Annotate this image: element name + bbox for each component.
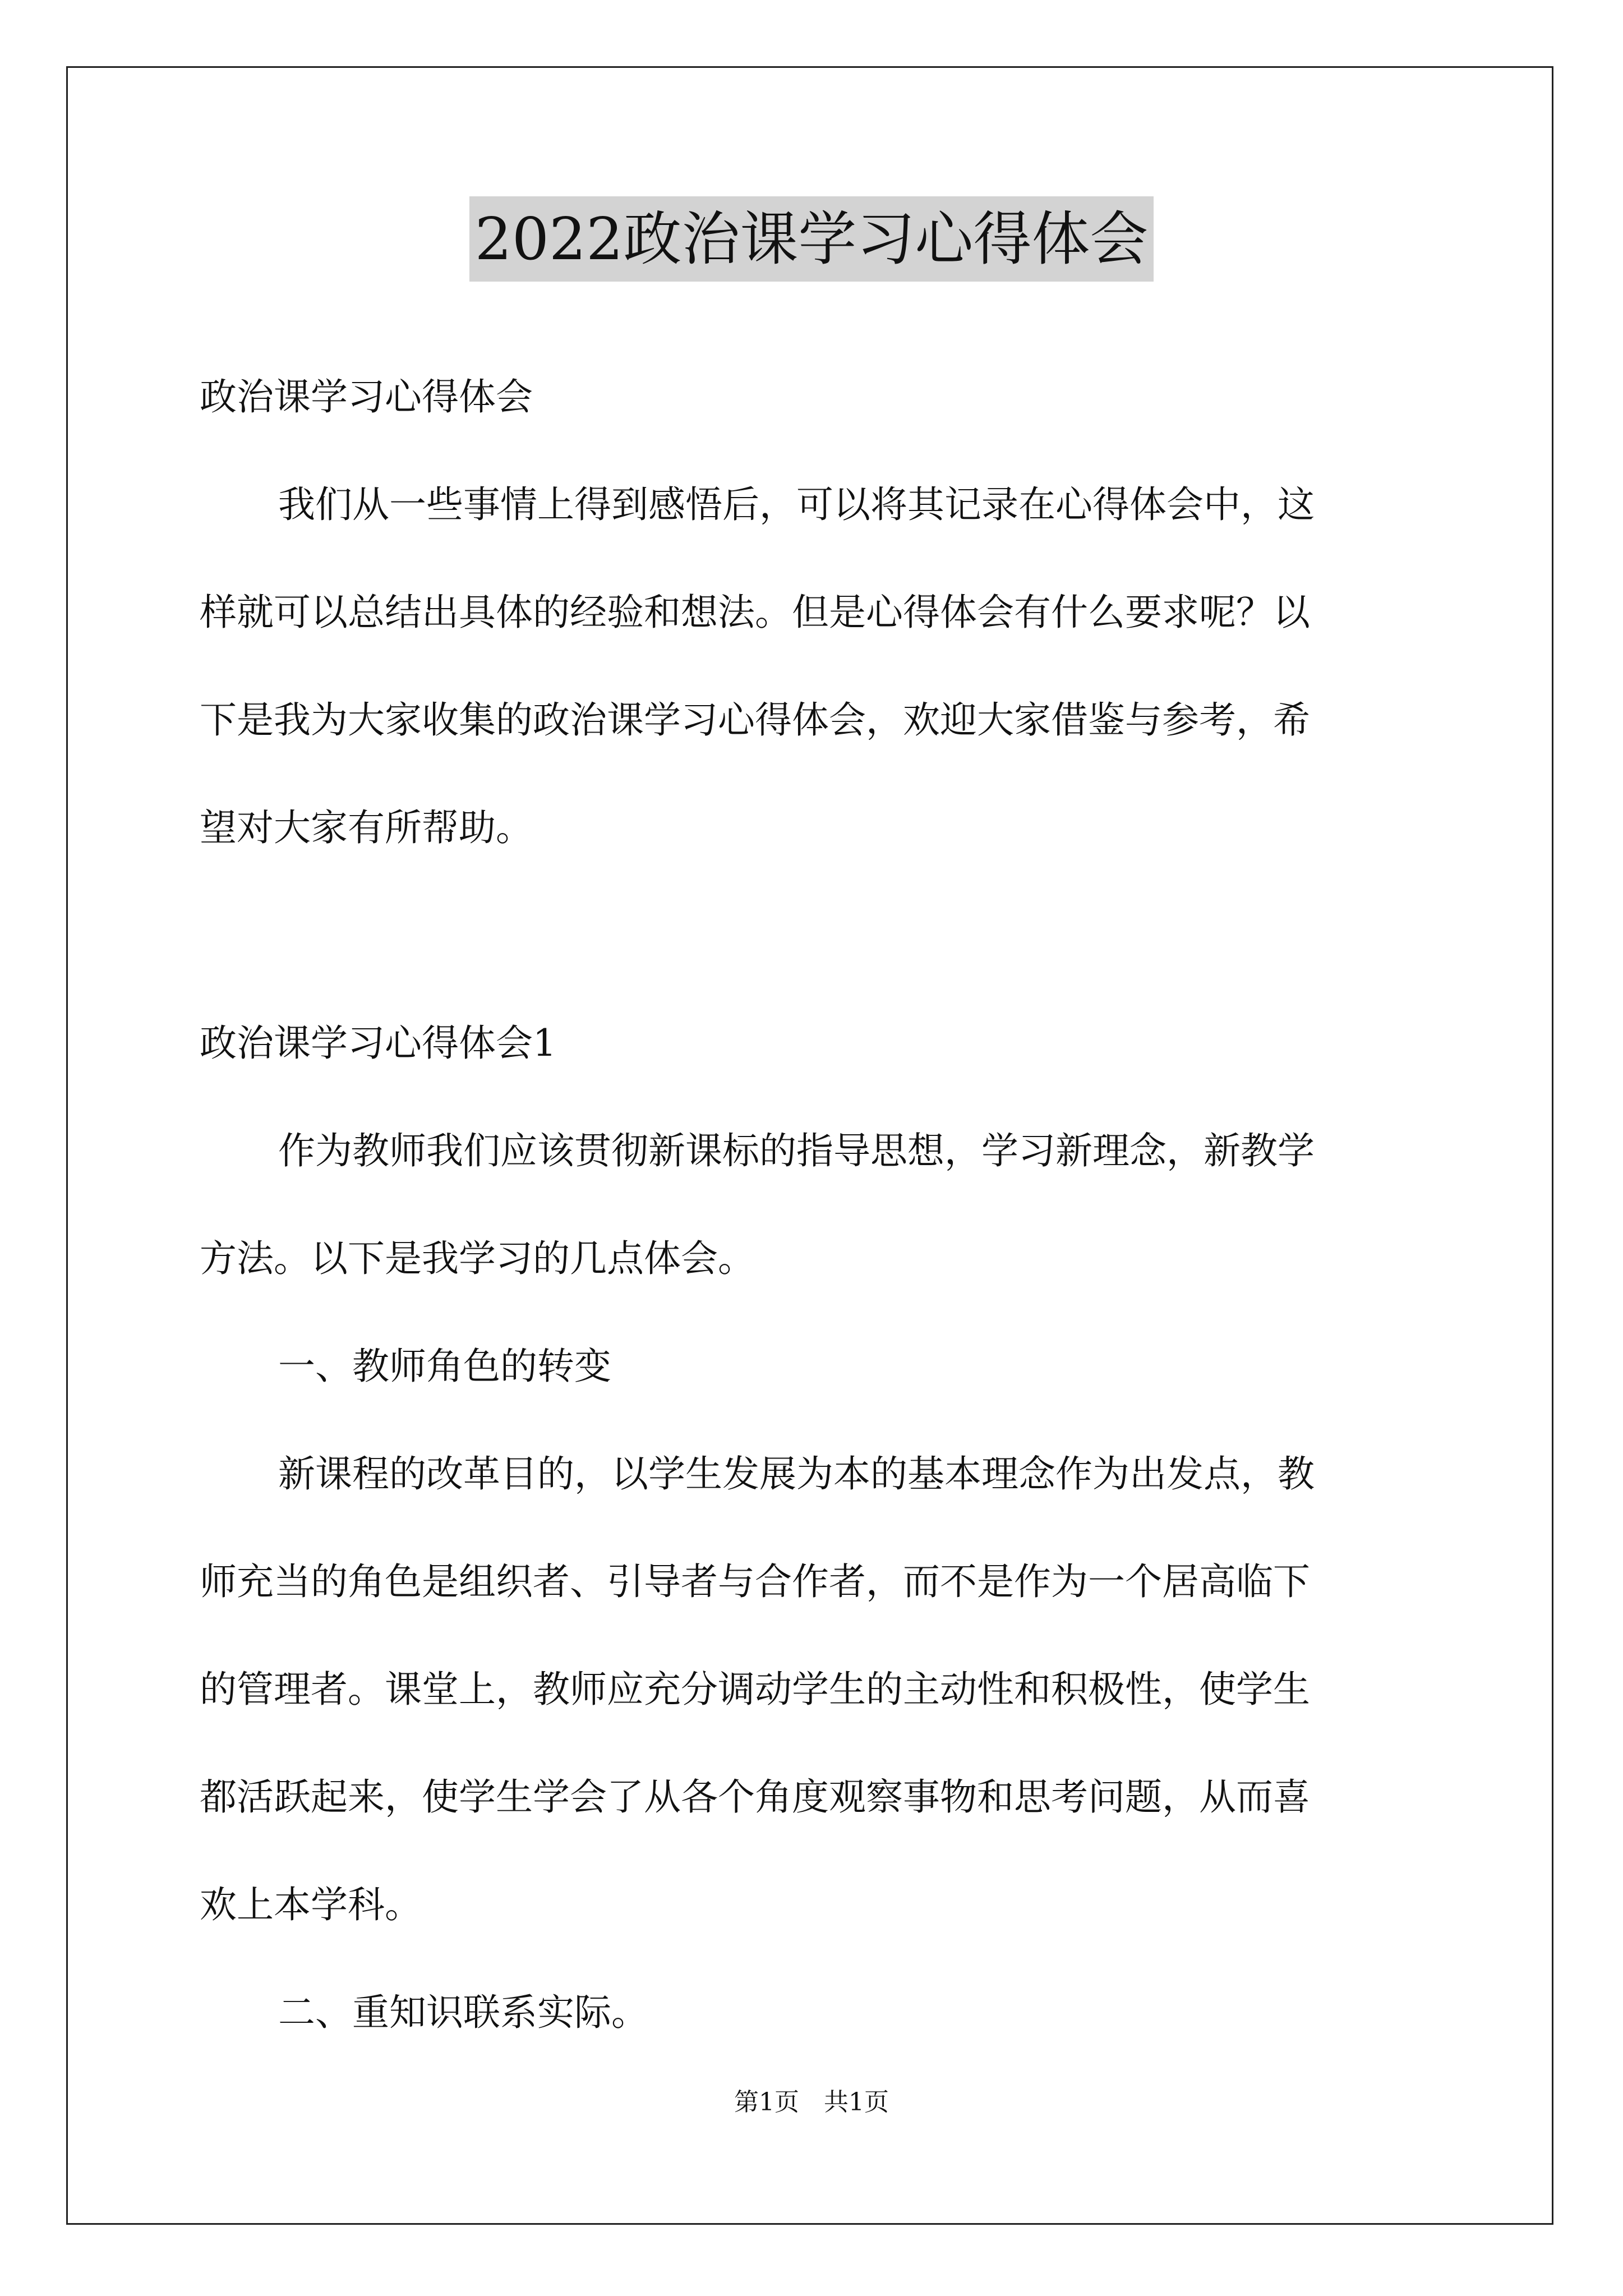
paragraph-line: 望对大家有所帮助。 [200, 806, 533, 849]
paragraph-line: 我们从一些事情上得到感悟后，可以将其记录在心得体会中，这 [278, 483, 1315, 526]
section-heading-intro: 政治课学习心得体会 [200, 375, 533, 418]
document-body [200, 343, 1428, 2067]
page-number: 第1页 共1页 [734, 2088, 889, 2116]
paragraph-line: 师充当的角色是组织者、引导者与合作者，而不是作为一个居高临下 [200, 1560, 1310, 1603]
title-container [0, 196, 1623, 282]
paragraph-line: 作为教师我们应该贯彻新课标的指导思想，学习新理念，新教学 [278, 1129, 1315, 1172]
paragraph-line: 方法。以下是我学习的几点体会。 [200, 1237, 755, 1280]
section-heading-1: 政治课学习心得体会1 [200, 1022, 556, 1065]
paragraph-line: 欢上本学科。 [200, 1883, 422, 1926]
paragraph-line: 都活跃起来，使学生学会了从各个角度观察事物和思考问题，从而喜 [200, 1775, 1310, 1819]
paragraph-line: 新课程的改革目的，以学生发展为本的基本理念作为出发点，教 [278, 1452, 1315, 1496]
document-title: 2022政治课学习心得体会 [469, 196, 1154, 282]
paragraph-line: 的管理者。课堂上，教师应充分调动学生的主动性和积极性，使学生 [200, 1668, 1310, 1711]
paragraph-line: 样就可以总结出具体的经验和想法。但是心得体会有什么要求呢？以 [200, 591, 1310, 634]
paragraph-line: 下是我为大家收集的政治课学习心得体会，欢迎大家借鉴与参考，希 [200, 698, 1310, 742]
subheading-knowledge-practice: 二、重知识联系实际。 [278, 1991, 648, 2034]
subheading-teacher-role: 一、教师角色的转变 [278, 1345, 611, 1388]
page-footer [0, 2086, 1623, 2119]
blank-line [200, 882, 1428, 990]
